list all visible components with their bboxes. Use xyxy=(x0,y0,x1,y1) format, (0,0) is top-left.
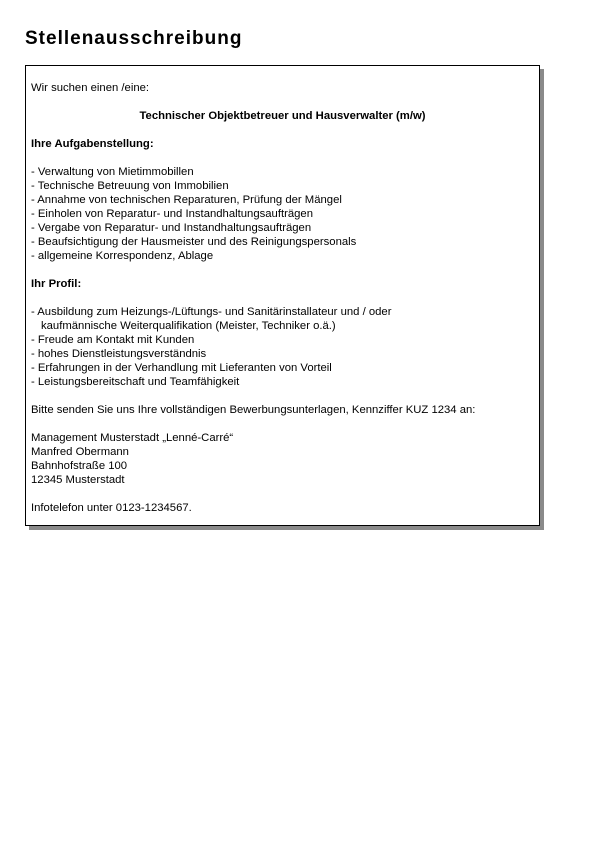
profile-heading: Ihr Profil: xyxy=(31,278,82,290)
list-item: - Erfahrungen in der Verhandlung mit Lieferanten von Vorteil xyxy=(31,362,332,374)
list-item: - Verwaltung von Mietimmobillen xyxy=(31,166,194,178)
tasks-list xyxy=(31,165,534,263)
contact-address xyxy=(31,431,534,487)
address-city: 12345 Musterstadt xyxy=(31,474,125,486)
list-item: - Vergabe von Reparatur- und Instandhaltungsaufträgen xyxy=(31,222,312,234)
list-item: - allgemeine Korrespondenz, Ablage xyxy=(31,250,214,262)
address-contact: Manfred Obermann xyxy=(31,446,129,458)
page-title: Stellenausschreibung xyxy=(25,28,243,49)
list-item: - hohes Dienstleistungsverständnis xyxy=(31,348,207,360)
list-item: - Freude am Kontakt mit Kunden xyxy=(31,334,195,346)
list-item: - Beaufsichtigung der Hausmeister und des Reinigungspersonals xyxy=(31,236,357,248)
application-note: Bitte senden Sie uns Ihre vollständigen Bewerbungsunterlagen, Kennziffer KUZ 1234 an: xyxy=(31,404,476,416)
tasks-heading: Ihre Aufgabenstellung: xyxy=(31,138,154,150)
list-item: - Ausbildung zum Heizungs-/Lüftungs- und Sanitärinstallateur und / oder xyxy=(31,306,392,318)
address-company: Management Musterstadt „Lenné-Carré“ xyxy=(31,432,234,444)
list-item: - Technische Betreuung von Immobilien xyxy=(31,180,229,192)
job-title: Technischer Objektbetreuer und Hausverwalter (m/w) xyxy=(139,110,426,122)
list-item: - Annahme von technischen Reparaturen, Prüfung der Mängel xyxy=(31,194,342,206)
address-street: Bahnhofstraße 100 xyxy=(31,460,128,472)
job-ad-box xyxy=(25,65,540,526)
info-phone: Infotelefon unter 0123-1234567. xyxy=(31,502,192,514)
list-item: - Leistungsbereitschaft und Teamfähigkeit xyxy=(31,376,240,388)
intro-text: Wir suchen einen /eine: xyxy=(31,82,150,94)
profile-list xyxy=(31,305,534,389)
list-item: - Einholen von Reparatur- und Instandhaltungsaufträgen xyxy=(31,208,313,220)
list-item-continuation: kaufmännische Weiterqualifikation (Meister, Techniker o.ä.) xyxy=(41,320,336,332)
